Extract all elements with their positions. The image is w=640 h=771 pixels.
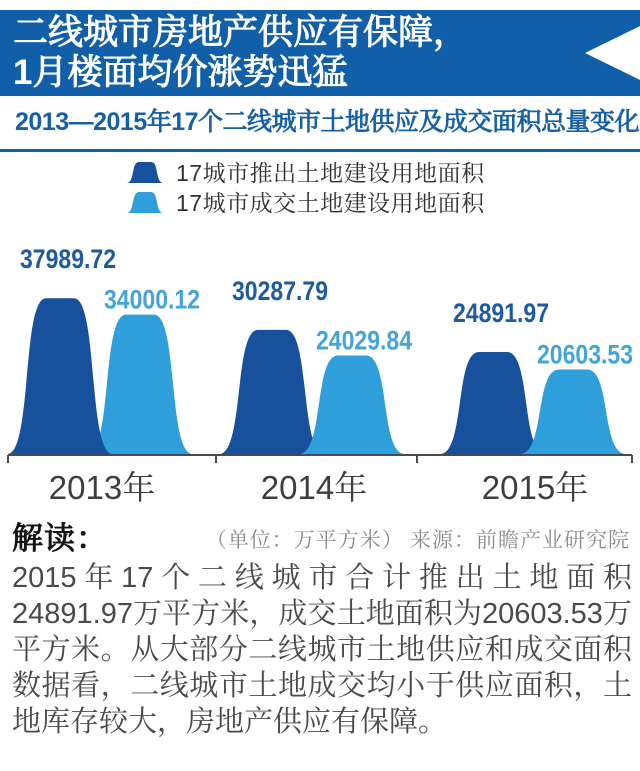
legend-item-transaction bbox=[126, 188, 485, 215]
bell-icon-transaction bbox=[126, 189, 164, 214]
banner-title-line1: 二线城市房地产供应有保障， bbox=[13, 13, 469, 52]
legend-item-supply bbox=[126, 158, 485, 185]
bell-supply-2015 bbox=[441, 352, 545, 454]
legend-label-supply: 17城市推出土地建设用地面积 bbox=[176, 160, 485, 186]
chart-title: 2013—2015年17个二线城市土地供应及成交面积总量变化 bbox=[15, 108, 640, 136]
header-banner bbox=[0, 10, 640, 96]
bell-supply-2014 bbox=[220, 330, 324, 454]
unit-source-note: （单位：万平方米） 来源：前瞻产业研究院 bbox=[205, 528, 630, 552]
value-label-supply-2013: 37989.72 bbox=[20, 244, 116, 275]
x-axis-label-2015: 2015年 bbox=[481, 469, 589, 506]
value-label-transaction-2015: 20603.53 bbox=[537, 339, 633, 370]
bell-icon-supply-shape bbox=[127, 162, 163, 183]
value-label-supply-2014: 30287.79 bbox=[232, 275, 328, 306]
bell-transaction-2013 bbox=[88, 315, 192, 454]
banner-title bbox=[13, 13, 468, 93]
bell-icon-transaction-shape bbox=[127, 192, 163, 213]
x-axis-label-2013: 2013年 bbox=[48, 469, 156, 506]
chart-legend bbox=[126, 158, 485, 215]
x-axis-label-2014: 2014年 bbox=[260, 469, 368, 506]
chart-title-bar bbox=[0, 96, 640, 152]
legend-label-transaction: 17城市成交土地建设用地面积 bbox=[176, 190, 485, 216]
footer-header-row bbox=[12, 514, 630, 558]
bell-transaction-2015 bbox=[521, 370, 625, 454]
interpretation-paragraph: 2015年17个二线城市合计推出土地面积24891.97万平方米，成交土地面积为20603.53万平方米。从大部分二线城市土地供应和成交面积数据看，二线城市土地成交均小于供应面积，土地库存较大，房地产供应有保障。 bbox=[12, 562, 632, 738]
interpretation-label: 解读： bbox=[12, 521, 108, 556]
banner-title-line2: 1月楼面均价涨势迅猛 bbox=[13, 53, 348, 92]
value-label-transaction-2014: 24029.84 bbox=[316, 325, 412, 356]
value-label-transaction-2013: 34000.12 bbox=[104, 284, 200, 315]
bell-icon-supply bbox=[126, 159, 164, 184]
value-label-supply-2015: 24891.97 bbox=[453, 297, 549, 328]
chart-svg bbox=[0, 240, 640, 510]
bell-transaction-2014 bbox=[300, 355, 404, 454]
bell-supply-2013 bbox=[8, 298, 112, 454]
ribbon-notch-icon bbox=[585, 26, 640, 80]
